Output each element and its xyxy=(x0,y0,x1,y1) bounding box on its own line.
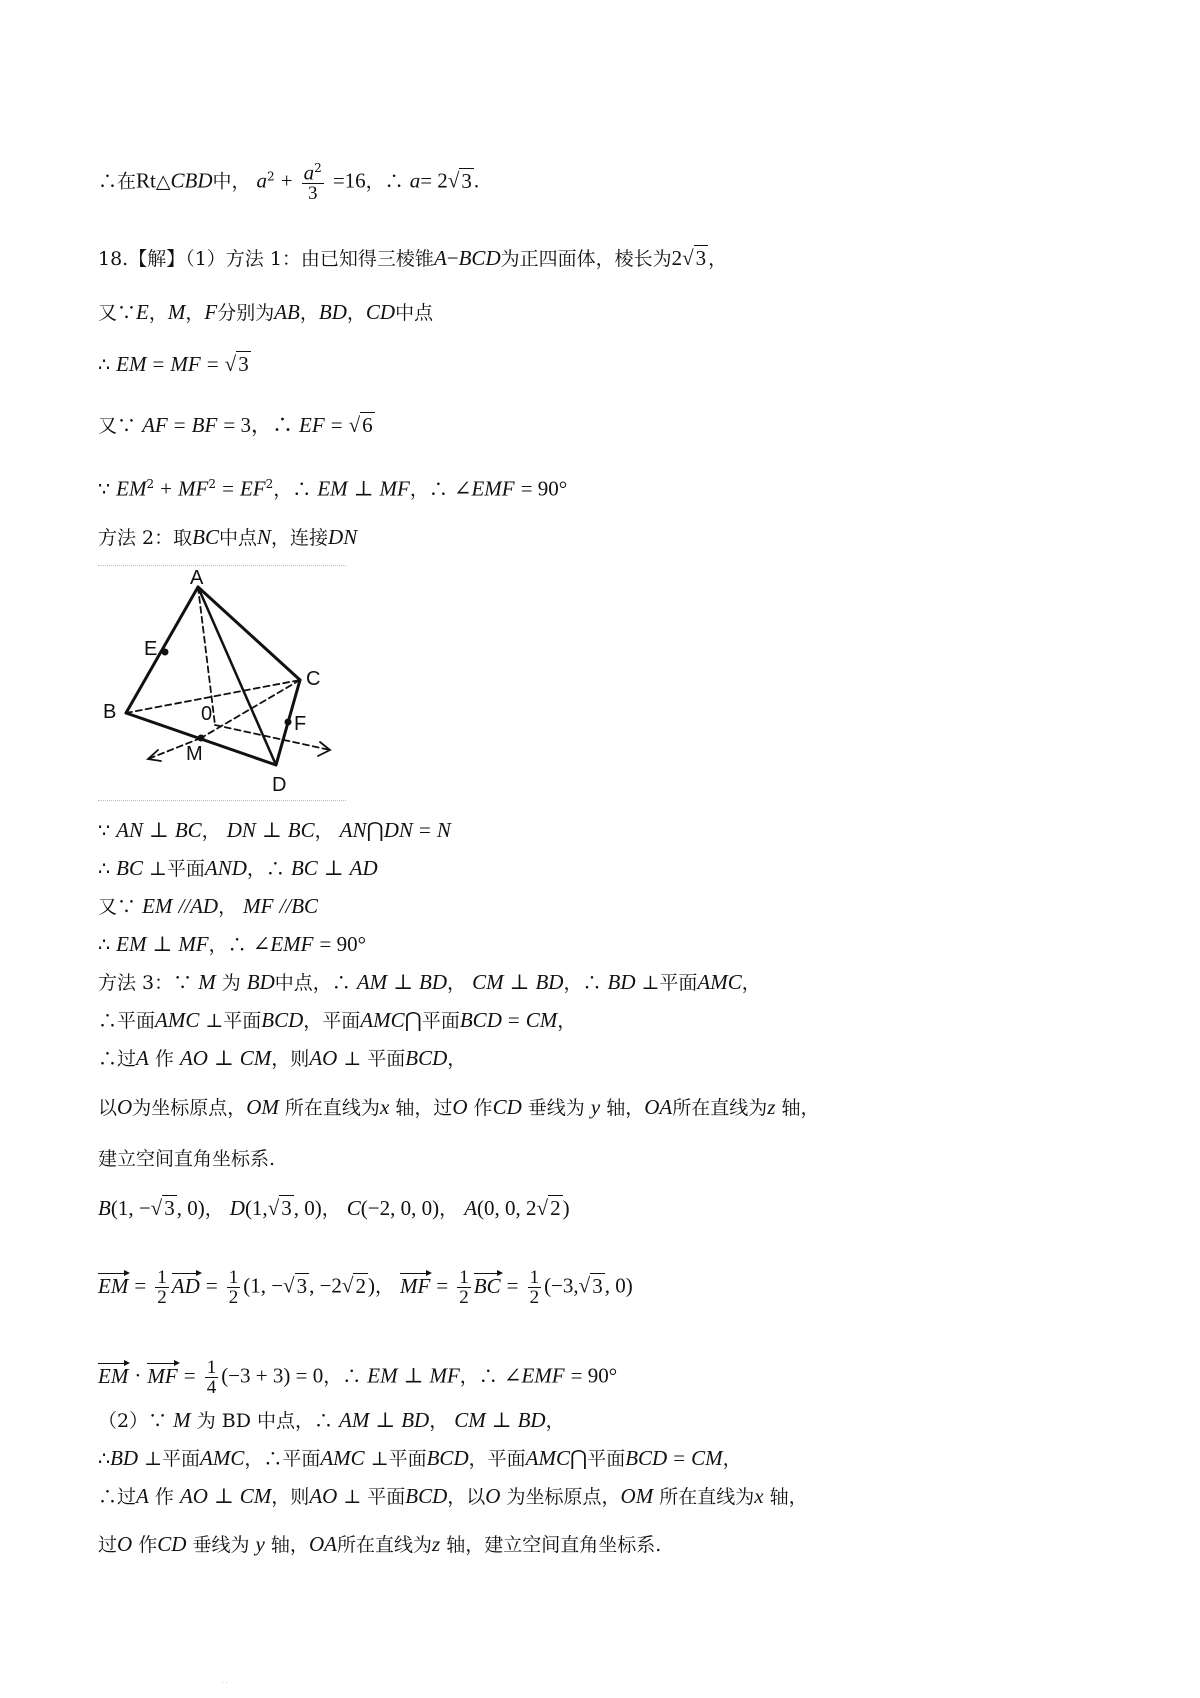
line-7: 方法 2：取BC中点N，连接DN xyxy=(98,525,358,549)
edge-ab xyxy=(126,587,198,713)
line-8: ∵ AN ⊥ BC， DN ⊥ BC， AN⋂DN = N xyxy=(98,818,451,842)
label-m: M xyxy=(186,743,203,765)
label-d: D xyxy=(272,774,287,795)
figure-bottom-border xyxy=(98,800,346,801)
line-21: ∴BD ⊥平面AMC，∴平面AMC ⊥平面BCD，平面AMC⋂平面BCD = CM， xyxy=(98,1446,742,1470)
fraction: $\frac{a^2}{3}$ xyxy=(303,160,322,205)
y-axis xyxy=(215,725,330,750)
line-2: 18.【解】（1）方法 1：由已知得三棱锥A−BCD为正四面体，棱长为2√3 ， xyxy=(98,246,728,270)
line-20: （2）∵ M 为 BD 中点，∴ AM ⊥ BD， CM ⊥ BD， xyxy=(98,1408,565,1432)
point-f xyxy=(285,719,292,726)
line-23: 过O 作CD 垂线为 y 轴，OA所在直线为z 轴，建立空间直角坐标系. xyxy=(98,1532,662,1556)
line-6: ∵ $EM^2 + MF^2 = EF^2$，∴ EM ⊥ MF，∴ ∠EMF = 90° xyxy=(98,476,568,501)
tetrahedron-figure xyxy=(98,570,358,795)
label-e: E xyxy=(144,638,158,660)
line-12: 方法 3：∵ M 为 BD中点，∴ AM ⊥ BD， CM ⊥ BD，∴ BD ⊥平面AMC， xyxy=(98,970,761,994)
line-9: ∴ BC ⊥平面AND，∴ BC ⊥ AD xyxy=(98,856,378,880)
label-a: A xyxy=(190,570,204,589)
point-m xyxy=(198,735,205,742)
label-c: C xyxy=(306,668,321,690)
figure-top-border xyxy=(98,565,346,566)
line-4: ∴ EM = MF = √3 xyxy=(98,352,249,376)
line-1: ∴在Rt△CBD中， $a^2$ + $\frac{a^2}{3}$ =16，∴ a= 2√3. xyxy=(98,160,480,205)
label-b: B xyxy=(103,701,117,723)
line-17-coordinates: B(1, −√3, 0)， D(1,√3, 0)， C(−2, 0, 0)， A(0, 0, 2√2) xyxy=(98,1196,570,1220)
label-o: 0 xyxy=(201,703,213,725)
line-18-vectors: EM = $\frac{1}{2}$ AD = $\frac{1}{2}$ (1, −√3, −2√2)， MF = $\frac{1}{2}$ BC = $\frac{1}{2}$ (−3,√3, 0) xyxy=(98,1267,633,1308)
line-13: ∴平面AMC ⊥平面BCD，平面AMC⋂平面BCD = CM， xyxy=(98,1008,577,1032)
label-f: F xyxy=(294,713,307,735)
footer-mark: · · xyxy=(222,1680,228,1687)
line-19-dot-product: EM · MF = $\frac{1}{4}$ (−3 + 3) = 0，∴ EM ⊥ MF，∴ ∠EMF = 90° xyxy=(98,1357,618,1398)
edge-ac xyxy=(198,587,300,680)
line-15: 以O为坐标原点，OM 所在直线为x 轴，过O 作CD 垂线为 y 轴，OA所在直线为z 轴， xyxy=(98,1095,820,1119)
line-3: 又∵E，M，F分别为AB，BD，CD中点 xyxy=(98,300,434,324)
line-16: 建立空间直角坐标系. xyxy=(98,1148,276,1170)
line-14: ∴过A 作 AO ⊥ CM，则AO ⊥ 平面BCD， xyxy=(98,1046,467,1070)
point-e xyxy=(162,649,169,656)
line-11: ∴ EM ⊥ MF，∴ ∠EMF = 90° xyxy=(98,932,367,956)
line-10: 又∵ EM //AD， MF //BC xyxy=(98,894,319,918)
line-5: 又∵ AF = BF = 3，∴ EF = √6 xyxy=(98,413,373,437)
line-22: ∴过A 作 AO ⊥ CM，则AO ⊥ 平面BCD，以O 为坐标原点，OM 所在直线为x 轴， xyxy=(98,1484,808,1508)
